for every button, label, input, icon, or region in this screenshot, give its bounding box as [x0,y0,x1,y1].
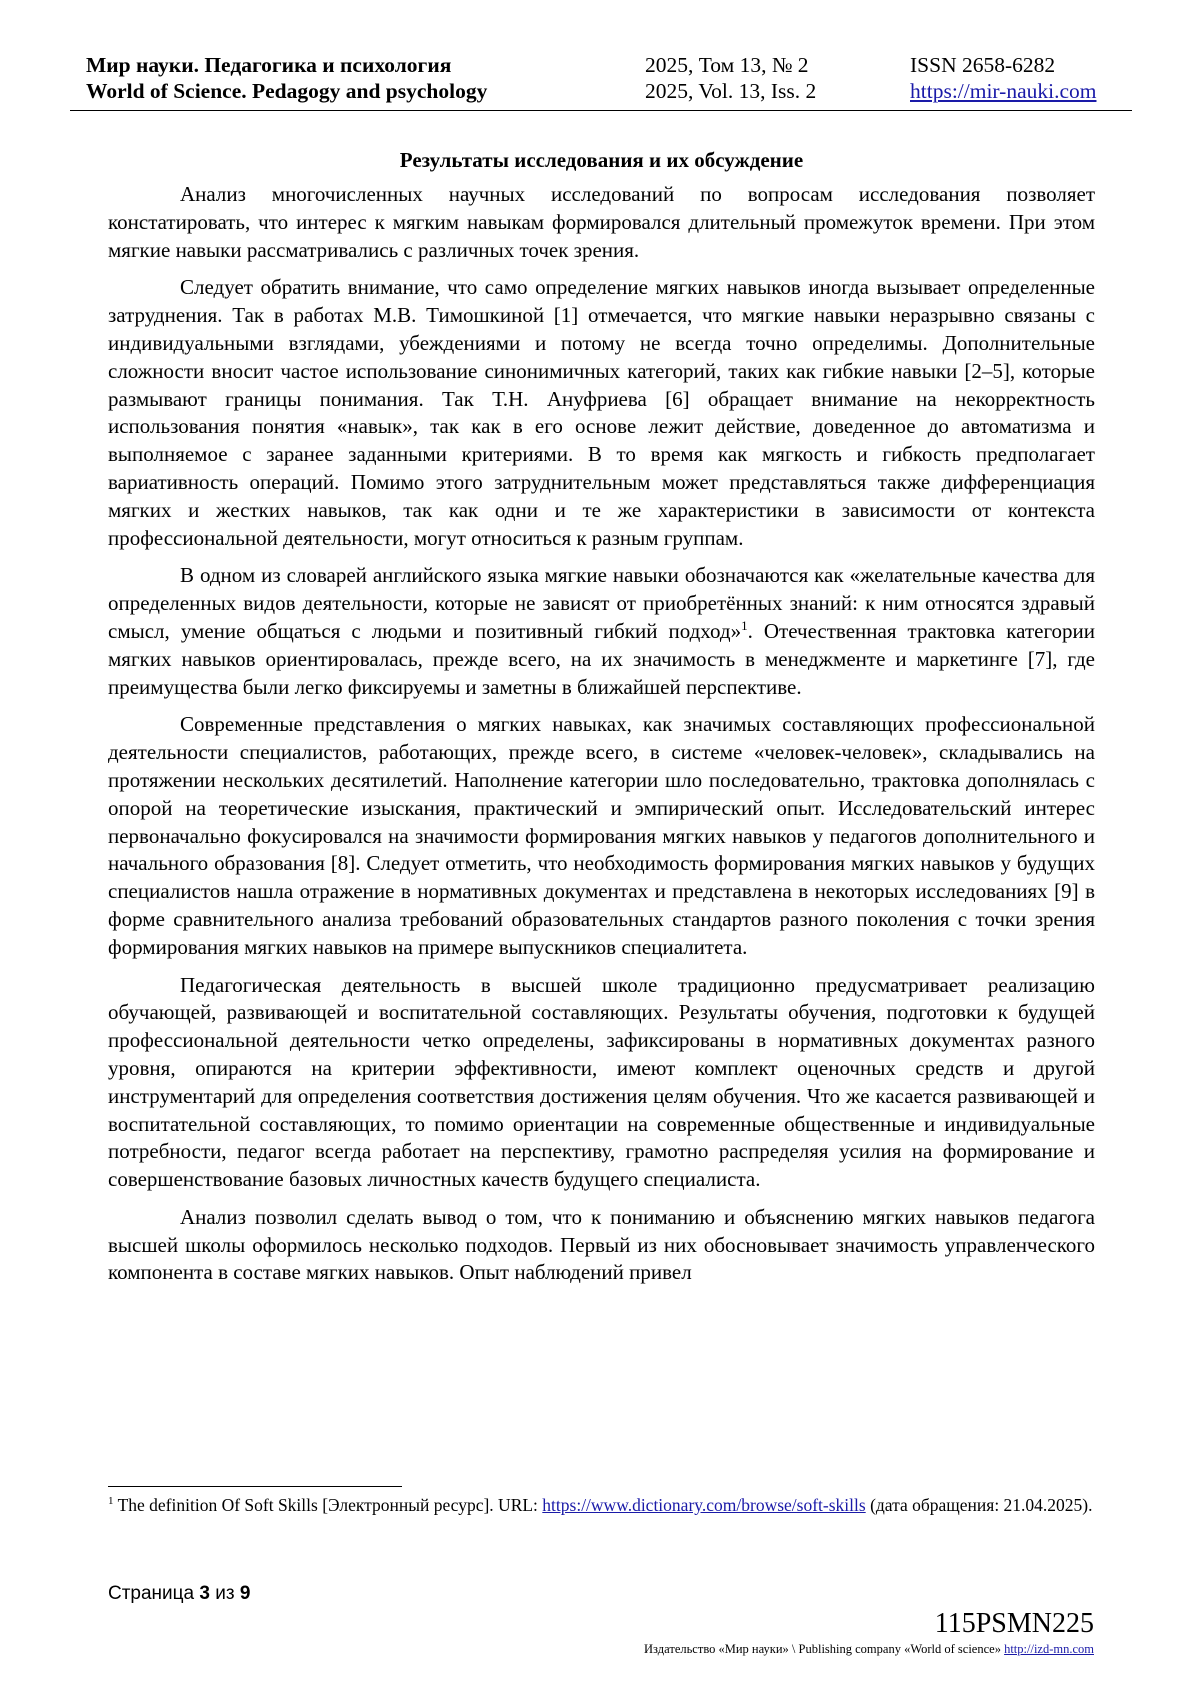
header-row-en [70,78,1130,104]
journal-title-en: World of Science. Pedagogy and psychology [86,79,488,103]
footnote-tail: (дата обращения: 21.04.2025). [870,1495,1093,1515]
paragraph-1: Анализ многочисленных научных исследований по вопросам исследования позволяет констатировать, что интерес к мягким навыкам формировался длительный промежуток времени. При этом мягкие навыки рассматривались с различных точек зрения. [108,182,1095,262]
paragraph-5: Педагогическая деятельность в высшей школе традиционно предусматривает реализацию обучающей, развивающей и воспитательной составляющих. Результаты обучения, подготовки к будущей профессиональной деятельности четко определены, зафиксированы в нормативных документах разного уровня, опираются на критерии эффективности, имеют комплект оценочных средств и другой инструментарий для определения соответствия достижения целям обучения. Что же касается развивающей и воспитательной составляющих, то помимо ориентации на современные общественные и индивидуальные потребности, педагог всегда работает на перспективу, грамотно распределяя усилия на формирование и совершенствование базовых личностных качеств будущего специалиста. [108,972,1095,1192]
issue-en: 2025, Vol. 13, Iss. 2 [645,79,817,103]
page-total: 9 [239,1583,251,1604]
page-number [108,1583,250,1605]
paragraph-3: В одном из словарей английского языка мягкие навыки обозначаются как «желательные качества для определенных видов деятельности, которые не зависят от приобретённых знаний: к ним относятся здравый смысл, умение общаться с людьми и позитивный гибкий подход»$^1$. Отечественная трактовка категории мягких навыков ориентировалась, прежде всего, на их значимость в менеджменте и маркетинге [7], где преимущества были легко фиксируемы и заметны в ближайшей перспективе. [108,563,1096,699]
page-header [70,52,1130,104]
publisher-line [644,1642,1094,1657]
paragraph-3-rest: Отечественная трактовка категории мягких навыков ориентировалась, прежде всего, на их значимость в менеджменте и маркетинге [7], где преимущества были легко фиксируемы и заметны в ближайшей перспективе. [108,618,1096,699]
publisher-link[interactable]: http://izd-mn.com [1004,1642,1094,1656]
article-code: 115PSMN225 [934,1608,1094,1639]
header-divider [70,110,1132,111]
footnote-ref[interactable]: 1 [741,617,748,633]
journal-website-link[interactable]: https://mir-nauki.com [910,79,1097,103]
paragraph-3-lead: В одном из словарей английского языка мягкие навыки обозначаются как «желательные качества для определенных видов деятельности, которые не зависят от приобретённых знаний: к ним относятся здравый смысл, умение общаться с людьми и позитивный гибкий подход» [108,563,1095,643]
footnote-mark: 1 [108,1495,114,1508]
paragraph-2: Следует обратить внимание, что само определение мягких навыков иногда вызывает определенные затруднения. Так в работах М.В. Тимошкиной [1] отмечается, что мягкие навыки неразрывно связаны с индивидуальными взглядами, убеждениями и потому не всегда точно определимы. Дополнительные сложности вносит частое использование синонимичных категорий, таких как гибкие навыки [2–5], которые размывают границы понимания. Так Т.Н. Ануфриева [6] обращает внимание на некорректность использования понятия «навык», так как в его основе лежит действие, доведенное до автоматизма и выполняемое с заранее заданными критериями. В то время как мягкость и гибкость предполагает вариативность операций. Помимо этого затруднительным может представляться также дифференциация мягких и жестких навыков, так как одни и те же характеристики в зависимости от контекста профессиональной деятельности, могут относиться к разным группам. [108,275,1095,550]
paragraph-6: Анализ позволил сделать вывод о том, что к пониманию и объяснению мягких навыков педагога высшей школы оформилось несколько подходов. Первый из них обосновывает значимость управленческого компонента в составе мягких навыков. Опыт наблюдений привел [108,1204,1095,1285]
header-row-ru [70,52,1130,78]
section-heading: Результаты исследования и их обсуждение [399,148,804,172]
footnote-divider [108,1486,402,1487]
publisher-text: Издательство «Мир науки» \ Publishing company «World of science» [644,1642,1001,1656]
footnote-url-link[interactable]: https://www.dictionary.com/browse/soft-skills [542,1495,866,1515]
issn: ISSN 2658-6282 [910,53,1056,77]
issue-ru: 2025, Том 13, № 2 [645,53,809,77]
article-body [108,146,1095,1297]
footnote [108,1494,1095,1517]
page-label: Страница [108,1583,195,1604]
footnote-text: The definition Of Soft Skills [Электронный ресурс]. URL: [117,1495,538,1515]
page-current: 3 [199,1583,210,1604]
page-of: из [215,1583,235,1604]
paragraph-4: Современные представления о мягких навыках, как значимых составляющих профессиональной деятельности специалистов, работающих, прежде всего, в системе «человек-человек», складывались на протяжении нескольких десятилетий. Наполнение категории шло последовательно, трактовка дополнялась с опорой на теоретические изыскания, практический и эмпирический опыт. Исследовательский интерес первоначально фокусировался на значимости формирования мягких навыков у педагогов дополнительного и начального образования [8]. Следует отметить, что необходимость формирования мягких навыков у будущих специалистов нашла отражение в нормативных документах и представлена в некоторых исследованиях [9] в форме сравнительного анализа требований образовательных стандартов разного поколения с точки зрения формирования мягких навыков на примере выпускников специалитета. [108,712,1095,959]
journal-title-ru: Мир науки. Педагогика и психология [86,53,452,77]
